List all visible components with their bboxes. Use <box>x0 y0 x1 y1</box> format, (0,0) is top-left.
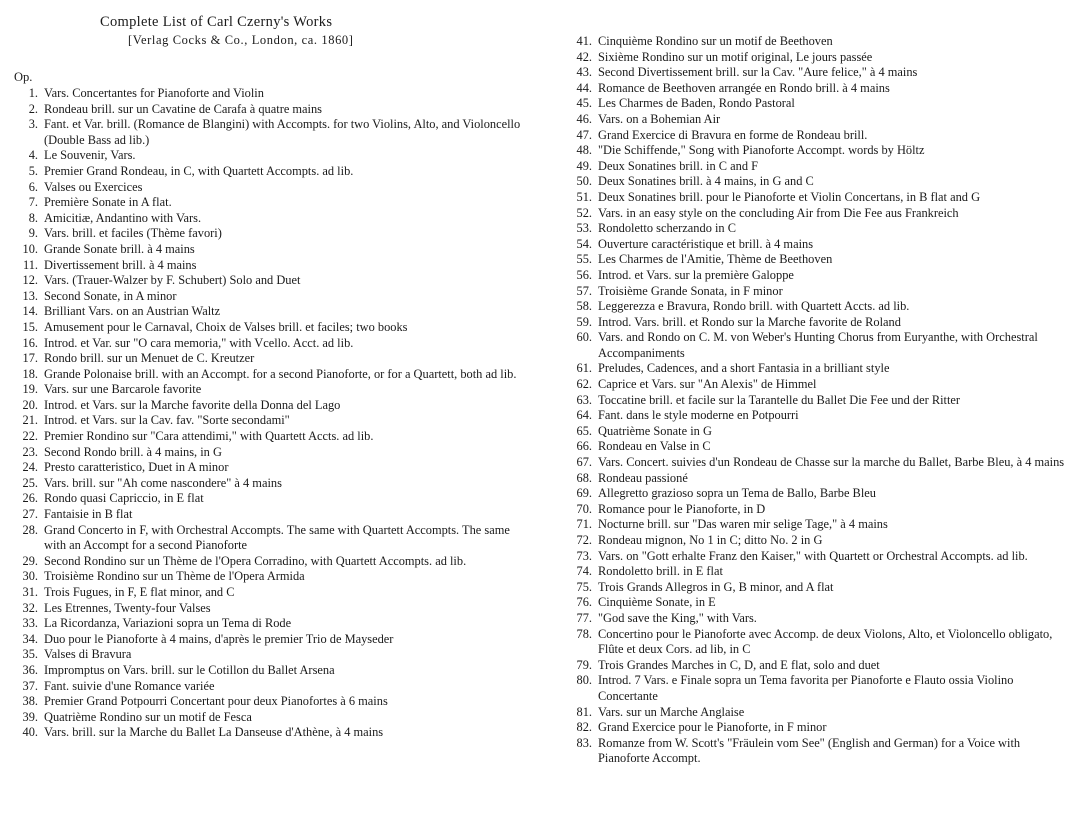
work-entry <box>562 81 1074 97</box>
opus-number: 47. <box>576 127 592 142</box>
work-title: Premier Rondino sur "Cara attendimi," with Quartett Accts. ad lib. <box>44 429 374 444</box>
work-entry <box>10 258 522 274</box>
work-title: Grand Concerto in F, with Orchestral Accompts. The same with Quartett Accompts. The same with an Accompt for a second Pianoforte <box>44 522 510 553</box>
work-title: Valses di Bravura <box>44 647 132 662</box>
works-list-left <box>10 86 522 741</box>
work-title: Les Etrennes, Twenty-four Valses <box>44 600 211 615</box>
work-title: Vars. and Rondo on C. M. von Weber's Hunting Chorus from Euryanthe, with Orchestral Accompaniments <box>598 330 1038 360</box>
opus-number: 39. <box>22 709 38 724</box>
work-entry <box>10 616 522 632</box>
work-title: Ouverture caractéristique et brill. à 4 mains <box>598 236 814 251</box>
opus-number: 54. <box>576 236 592 251</box>
opus-number: 76. <box>576 595 592 610</box>
work-entry <box>10 679 522 695</box>
work-title: La Ricordanza, Variazioni sopra un Tema di Rode <box>44 616 292 631</box>
work-title: Rondo brill. sur un Menuet de C. Kreutzer <box>44 351 255 366</box>
publisher-note: [Verlag Cocks & Co., London, ca. 1860] <box>128 33 354 47</box>
work-title: Vars. Concertantes for Pianoforte and Violin <box>44 86 264 100</box>
opus-number: 56. <box>576 267 592 282</box>
opus-number: 71. <box>576 517 592 532</box>
work-entry <box>562 595 1074 611</box>
work-title: Troisième Rondino sur un Thème de l'Opera Armida <box>44 569 305 584</box>
work-entry <box>10 148 522 164</box>
work-entry <box>10 725 522 741</box>
work-entry <box>10 273 522 289</box>
opus-number: 12. <box>22 273 38 288</box>
work-title: Leggerezza e Bravura, Rondo brill. with Quartett Accts. ad lib. <box>598 299 910 314</box>
opus-number: 64. <box>576 408 592 423</box>
opus-number: 3. <box>28 117 38 132</box>
work-title: Rondeau en Valse in C <box>598 439 711 454</box>
opus-number: 46. <box>576 111 592 126</box>
work-title: Introd. et Vars. sur la Marche favorite della Donna del Lago <box>44 397 341 412</box>
work-title: Introd. et Var. sur "O cara memoria," with Vcello. Acct. ad lib. <box>44 335 354 350</box>
work-entry <box>10 164 522 180</box>
opus-number: 57. <box>576 283 592 298</box>
work-title: Cinquième Rondino sur un motif de Beethoven <box>598 34 833 48</box>
work-title: Les Charmes de Baden, Rondo Pastoral <box>598 96 795 111</box>
work-entry <box>10 226 522 242</box>
work-entry <box>562 502 1074 518</box>
opus-number: 40. <box>22 725 38 740</box>
opus-number: 81. <box>576 704 592 719</box>
work-entry <box>562 252 1074 268</box>
work-entry <box>562 439 1074 455</box>
work-entry <box>562 128 1074 144</box>
opus-number: 73. <box>576 548 592 563</box>
work-title: Vars. (Trauer-Walzer by F. Schubert) Solo and Duet <box>44 273 301 288</box>
work-title: Romance pour le Pianoforte, in D <box>598 501 766 516</box>
opus-number: 31. <box>22 585 38 599</box>
opus-number: 33. <box>22 616 38 631</box>
opus-number: 18. <box>22 366 38 381</box>
work-entry <box>562 268 1074 284</box>
work-title: Impromptus on Vars. brill. sur le Cotillon du Ballet Arsena <box>44 662 335 677</box>
opus-number: 50. <box>576 174 592 189</box>
work-title: Quatrième Rondino sur un motif de Fesca <box>44 709 252 724</box>
work-entry <box>10 491 522 507</box>
opus-number: 42. <box>576 49 592 64</box>
work-entry <box>562 658 1074 674</box>
opus-number: 34. <box>22 631 38 646</box>
opus-number: 65. <box>576 423 592 438</box>
work-entry <box>10 398 522 414</box>
work-entry <box>562 112 1074 128</box>
work-title: Rondoletto brill. in E flat <box>598 564 723 579</box>
work-title: Grand Exercice di Bravura en forme de Rondeau brill. <box>598 127 868 142</box>
opus-number: 25. <box>22 475 38 490</box>
work-title: Second Sonate, in A minor <box>44 288 177 303</box>
work-entry <box>10 460 522 476</box>
work-entry <box>10 289 522 305</box>
opus-number: 24. <box>22 460 38 475</box>
opus-number: 5. <box>28 163 38 178</box>
work-title: Preludes, Cadences, and a short Fantasia in a brilliant style <box>598 361 890 376</box>
work-title: "God save the King," with Vars. <box>598 610 757 625</box>
work-title: Rondeau brill. sur un Cavatine de Carafa à quatre mains <box>44 101 323 116</box>
opus-number: 11. <box>22 257 38 272</box>
opus-number: 27. <box>22 507 38 522</box>
work-entry <box>562 627 1074 658</box>
work-entry <box>562 206 1074 222</box>
opus-number: 82. <box>576 720 592 735</box>
opus-number: 80. <box>576 673 592 688</box>
work-entry <box>10 554 522 570</box>
work-entry <box>10 304 522 320</box>
opus-number: 17. <box>22 351 38 366</box>
opus-column-label: Op. <box>14 70 33 84</box>
opus-number: 30. <box>22 569 38 584</box>
opus-number: 55. <box>576 252 592 267</box>
work-entry <box>562 549 1074 565</box>
work-title: Toccatine brill. et facile sur la Tarantelle du Ballet Die Fee und der Ritter <box>598 392 961 407</box>
work-entry <box>10 180 522 196</box>
opus-number: 59. <box>576 314 592 329</box>
opus-number: 49. <box>576 158 592 173</box>
work-entry <box>562 471 1074 487</box>
work-title: Vars. on "Gott erhalte Franz den Kaiser," with Quartett or Orchestral Accompts. ad lib. <box>598 548 1028 563</box>
work-title: Cinquième Sonate, in E <box>598 595 716 610</box>
work-title: Quatrième Sonate in G <box>598 423 712 438</box>
work-entry <box>10 102 522 118</box>
work-entry <box>10 117 522 148</box>
work-title: Les Charmes de l'Amitie, Thème de Beethoven <box>598 252 833 267</box>
work-entry <box>10 382 522 398</box>
work-entry <box>562 673 1074 704</box>
work-title: Trois Grands Allegros in G, B minor, and A flat <box>598 579 834 594</box>
opus-number: 62. <box>576 377 592 392</box>
work-entry <box>10 351 522 367</box>
work-title: Fant. et Var. brill. (Romance de Blangini) with Accompts. for two Violins, Alto, and Violoncello (Double Bass ad lib.) <box>44 117 521 147</box>
work-entry <box>10 211 522 227</box>
opus-number: 9. <box>28 226 38 241</box>
work-title: Trois Grandes Marches in C, D, and E flat, solo and duet <box>598 657 880 672</box>
opus-number: 52. <box>576 205 592 220</box>
opus-number: 26. <box>22 491 38 506</box>
opus-number: 1. <box>28 86 38 100</box>
opus-number: 13. <box>22 288 38 303</box>
opus-number: 72. <box>576 533 592 547</box>
opus-number: 37. <box>22 678 38 693</box>
work-title: Vars. brill. sur "Ah come nascondere" à 4 mains <box>44 475 282 490</box>
work-entry <box>10 585 522 601</box>
work-title: Deux Sonatines brill. in C and F <box>598 158 759 173</box>
work-entry <box>10 445 522 461</box>
work-title: Fantaisie in B flat <box>44 507 133 522</box>
work-entry <box>10 523 522 554</box>
work-title: Grand Exercice pour le Pianoforte, in F minor <box>598 720 827 735</box>
work-title: Romanze from W. Scott's "Fräulein vom See" (English and German) for a Voice with Pianoforte Accompt. <box>598 735 1021 766</box>
work-title: Vars. in an easy style on the concluding Air from Die Fee aus Frankreich <box>598 205 959 220</box>
work-entry <box>562 190 1074 206</box>
work-entry <box>10 242 522 258</box>
work-title: Vars. brill. et faciles (Thème favori) <box>44 226 222 241</box>
work-entry <box>562 720 1074 736</box>
work-entry <box>562 580 1074 596</box>
work-title: Introd. Vars. brill. et Rondo sur la Marche favorite de Roland <box>598 314 901 329</box>
opus-number: 16. <box>22 335 38 350</box>
opus-number: 36. <box>22 662 38 677</box>
work-title: Grande Polonaise brill. with an Accompt. for a second Pianoforte, or for a Quartett, both ad lib. <box>44 366 517 381</box>
work-entry <box>10 569 522 585</box>
work-title: Premier Grand Rondeau, in C, with Quartett Accompts. ad lib. <box>44 163 354 178</box>
work-title: Duo pour le Pianoforte à 4 mains, d'après le premier Trio de Mayseder <box>44 631 394 646</box>
opus-number: 38. <box>22 694 38 709</box>
work-entry <box>10 507 522 523</box>
work-title: Introd. 7 Vars. e Finale sopra un Tema favorita per Pianoforte e Flauto ossia Violino Concertante <box>598 673 1014 703</box>
work-title: Deux Sonatines brill. à 4 mains, in G and C <box>598 174 814 189</box>
work-entry <box>562 143 1074 159</box>
work-title: Vars. brill. sur la Marche du Ballet La Danseuse d'Athène, à 4 mains <box>44 725 384 740</box>
opus-number: 6. <box>28 179 38 194</box>
work-entry <box>10 86 522 102</box>
work-entry <box>562 361 1074 377</box>
work-title: Trois Fugues, in F, E flat minor, and C <box>44 585 235 599</box>
work-entry <box>10 710 522 726</box>
work-title: Valses ou Exercices <box>44 179 143 194</box>
work-entry <box>562 408 1074 424</box>
work-title: Introd. et Vars. sur la Cav. fav. "Sorte secondami" <box>44 413 290 428</box>
opus-number: 43. <box>576 65 592 80</box>
opus-number: 4. <box>28 148 38 163</box>
work-entry <box>562 517 1074 533</box>
work-title: Caprice et Vars. sur "An Alexis" de Himmel <box>598 377 817 392</box>
opus-number: 48. <box>576 143 592 158</box>
opus-number: 69. <box>576 486 592 501</box>
works-list-right <box>562 34 1074 767</box>
opus-number: 2. <box>28 101 38 116</box>
opus-number: 53. <box>576 221 592 236</box>
work-title: Nocturne brill. sur "Das waren mir selige Tage," à 4 mains <box>598 517 888 532</box>
work-entry <box>562 486 1074 502</box>
work-title: Allegretto grazioso sopra un Tema de Ballo, Barbe Bleu <box>598 486 876 501</box>
opus-number: 74. <box>576 564 592 579</box>
work-entry <box>562 65 1074 81</box>
work-entry <box>562 159 1074 175</box>
work-entry <box>562 377 1074 393</box>
work-entry <box>10 647 522 663</box>
opus-number: 83. <box>576 735 592 750</box>
work-title: Presto caratteristico, Duet in A minor <box>44 460 229 475</box>
opus-number: 19. <box>22 382 38 397</box>
work-title: Amicitiæ, Andantino with Vars. <box>44 210 202 225</box>
opus-number: 22. <box>22 429 38 444</box>
opus-number: 20. <box>22 397 38 412</box>
work-title: Vars. Concert. suivies d'un Rondeau de Chasse sur la marche du Ballet, Barbe Bleu, à 4 mains <box>598 455 1065 470</box>
work-title: Fant. suivie d'une Romance variée <box>44 678 215 693</box>
work-title: Second Rondino sur un Thème de l'Opera Corradino, with Quartett Accompts. ad lib. <box>44 553 467 568</box>
opus-number: 51. <box>576 189 592 204</box>
page-title: Complete List of Carl Czerny's Works <box>100 14 333 30</box>
work-entry <box>562 705 1074 721</box>
opus-number: 28. <box>22 522 38 537</box>
work-title: Vars. on a Bohemian Air <box>598 111 721 126</box>
opus-number: 29. <box>22 553 38 568</box>
work-title: Vars. sur un Marche Anglaise <box>598 704 745 719</box>
work-title: Introd. et Vars. sur la première Galoppe <box>598 267 794 282</box>
work-title: Rondoletto scherzando in C <box>598 221 736 236</box>
opus-number: 35. <box>22 647 38 662</box>
work-entry <box>562 533 1074 549</box>
work-title: Romance de Beethoven arrangée en Rondo brill. à 4 mains <box>598 80 890 95</box>
opus-number: 68. <box>576 470 592 485</box>
work-entry <box>10 195 522 211</box>
work-title: Fant. dans le style moderne en Potpourri <box>598 408 799 423</box>
work-title: Rondeau mignon, No 1 in C; ditto No. 2 in G <box>598 533 823 547</box>
opus-number: 14. <box>22 304 38 319</box>
opus-number: 15. <box>22 319 38 334</box>
work-entry <box>562 284 1074 300</box>
opus-number: 67. <box>576 455 592 470</box>
work-entry <box>562 424 1074 440</box>
work-entry <box>10 367 522 383</box>
work-entry <box>562 736 1074 767</box>
work-entry <box>562 330 1074 361</box>
work-entry <box>10 413 522 429</box>
opus-number: 77. <box>576 610 592 625</box>
work-entry <box>10 429 522 445</box>
work-entry <box>562 299 1074 315</box>
work-title: Rondeau passioné <box>598 470 688 485</box>
work-title: "Die Schiffende," Song with Pianoforte Accompt. words by Höltz <box>598 143 925 158</box>
work-title: Divertissement brill. à 4 mains <box>44 257 197 272</box>
opus-number: 75. <box>576 579 592 594</box>
work-entry <box>562 96 1074 112</box>
opus-number: 60. <box>576 330 592 345</box>
opus-number: 41. <box>576 34 592 48</box>
work-title: Second Rondo brill. à 4 mains, in G <box>44 444 222 459</box>
opus-number: 66. <box>576 439 592 454</box>
work-entry <box>10 336 522 352</box>
work-title: Rondo quasi Capriccio, in E flat <box>44 491 204 506</box>
work-entry <box>10 476 522 492</box>
work-entry <box>562 174 1074 190</box>
work-title: Première Sonate in A flat. <box>44 195 172 210</box>
work-entry <box>10 663 522 679</box>
work-entry <box>10 694 522 710</box>
work-title: Troisième Grande Sonata, in F minor <box>598 283 783 298</box>
work-entry <box>562 455 1074 471</box>
work-entry <box>562 611 1074 627</box>
work-title: Brilliant Vars. on an Austrian Waltz <box>44 304 221 319</box>
work-title: Vars. sur une Barcarole favorite <box>44 382 202 397</box>
opus-number: 79. <box>576 657 592 672</box>
work-title: Second Divertissement brill. sur la Cav. "Aure felice," à 4 mains <box>598 65 918 80</box>
work-entry <box>10 632 522 648</box>
work-entry <box>10 320 522 336</box>
opus-number: 7. <box>28 195 38 210</box>
opus-number: 61. <box>576 361 592 376</box>
opus-number: 44. <box>576 80 592 95</box>
work-title: Grande Sonate brill. à 4 mains <box>44 241 195 256</box>
opus-number: 45. <box>576 96 592 111</box>
opus-number: 23. <box>22 444 38 459</box>
work-entry <box>562 50 1074 66</box>
work-title: Sixième Rondino sur un motif original, Le jours passée <box>598 49 873 64</box>
opus-number: 8. <box>28 210 38 225</box>
work-entry <box>562 315 1074 331</box>
opus-number: 21. <box>22 413 38 428</box>
work-entry <box>562 237 1074 253</box>
work-entry <box>562 34 1074 50</box>
opus-number: 70. <box>576 501 592 516</box>
work-title: Deux Sonatines brill. pour le Pianoforte et Violin Concertans, in B flat and G <box>598 189 981 204</box>
work-entry <box>562 393 1074 409</box>
opus-number: 78. <box>576 626 592 641</box>
work-title: Concertino pour le Pianoforte avec Accomp. de deux Violons, Alto, et Violoncello obligato, Flûte et deux Cors. ad lib, in C <box>598 626 1053 657</box>
work-entry <box>562 221 1074 237</box>
opus-number: 10. <box>22 241 38 256</box>
opus-number: 32. <box>22 600 38 615</box>
work-title: Le Souvenir, Vars. <box>44 148 136 163</box>
work-entry <box>562 564 1074 580</box>
work-entry <box>10 601 522 617</box>
work-title: Premier Grand Potpourri Concertant pour deux Pianofortes à 6 mains <box>44 694 388 709</box>
opus-number: 58. <box>576 299 592 314</box>
opus-number: 63. <box>576 392 592 407</box>
work-title: Amusement pour le Carnaval, Choix de Valses brill. et faciles; two books <box>44 319 408 334</box>
